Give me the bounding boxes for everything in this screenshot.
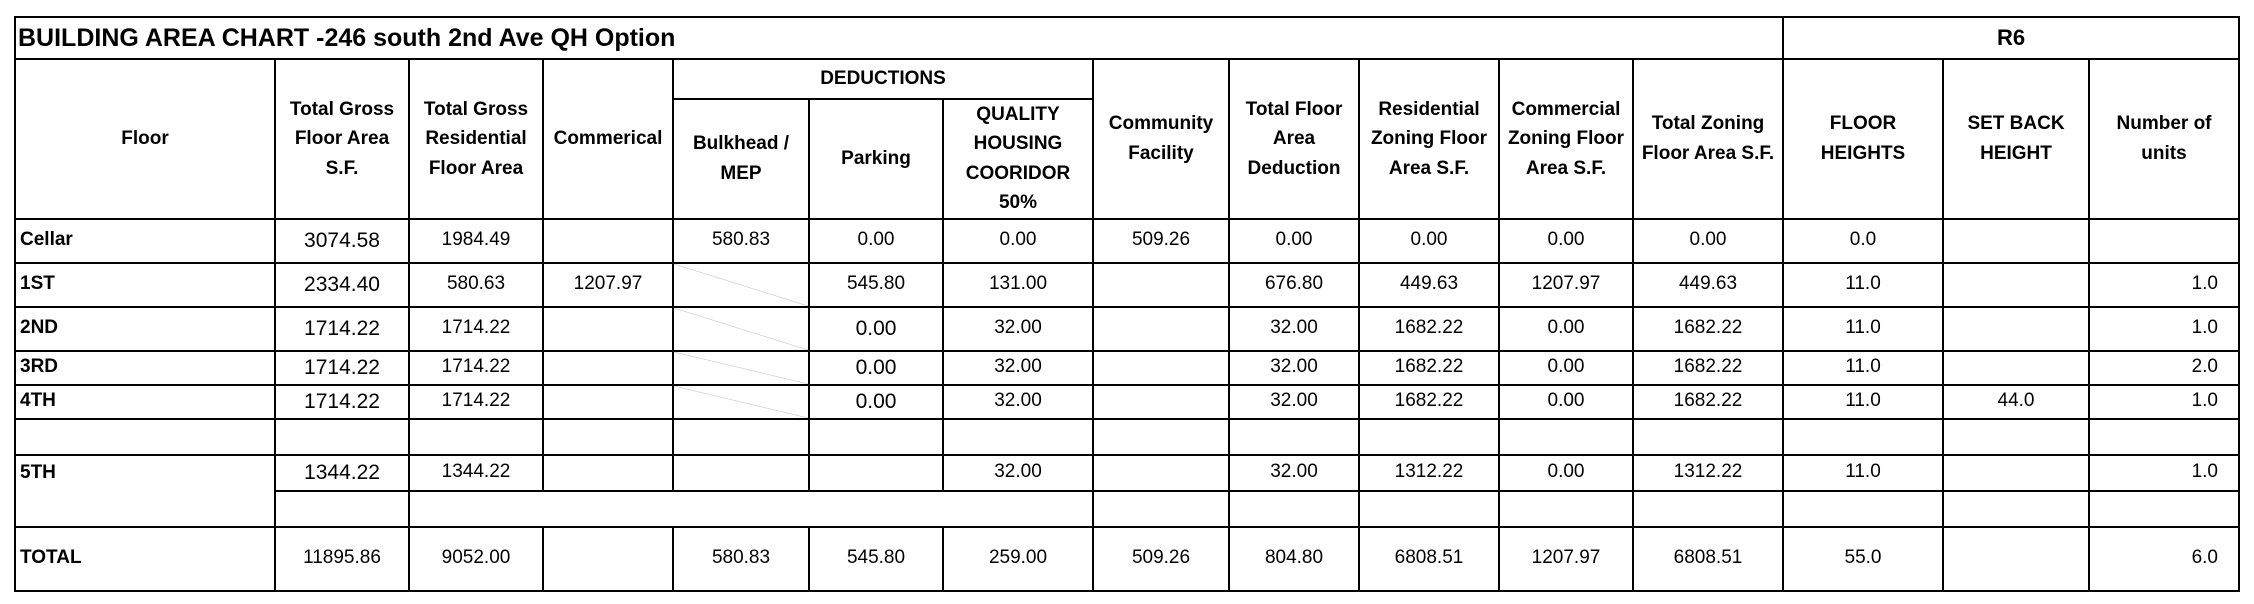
cell-residential: 1714.22 bbox=[409, 385, 543, 419]
cell-community bbox=[1093, 385, 1229, 419]
empty-cell bbox=[2089, 491, 2239, 527]
table-row bbox=[15, 455, 2239, 491]
cell-units: 1.0 bbox=[2089, 263, 2239, 307]
empty-cell bbox=[1229, 491, 1359, 527]
cell-community bbox=[1093, 455, 1229, 491]
cell-floor-height: 11.0 bbox=[1783, 263, 1943, 307]
cell-deduction: 32.00 bbox=[1229, 455, 1359, 491]
cell-commercial bbox=[543, 527, 673, 591]
header-quality-housing: QUALITY HOUSING COORIDOR 50% bbox=[943, 99, 1093, 219]
cell-bulkhead bbox=[673, 351, 809, 385]
cell-units: 1.0 bbox=[2089, 455, 2239, 491]
cell-total-zoning: 1682.22 bbox=[1633, 351, 1783, 385]
cell-com-zoning: 0.00 bbox=[1499, 307, 1633, 351]
cell-commercial bbox=[543, 351, 673, 385]
cell-bulkhead bbox=[673, 263, 809, 307]
chart-title: BUILDING AREA CHART -246 south 2nd Ave QH Option bbox=[15, 17, 1783, 59]
header-community-facility: Community Facility bbox=[1093, 59, 1229, 219]
cell-residential: 580.63 bbox=[409, 263, 543, 307]
empty-cell bbox=[1359, 419, 1499, 455]
cell-commercial: 1207.97 bbox=[543, 263, 673, 307]
cell-res-zoning: 1312.22 bbox=[1359, 455, 1499, 491]
cell-commercial bbox=[543, 307, 673, 351]
cell-gross: 11895.86 bbox=[275, 527, 409, 591]
header-commercial: Commerical bbox=[543, 59, 673, 219]
cell-quality-housing: 32.00 bbox=[943, 351, 1093, 385]
cell-total-zoning: 0.00 bbox=[1633, 219, 1783, 263]
cell-units: 1.0 bbox=[2089, 385, 2239, 419]
empty-cell bbox=[409, 491, 1093, 527]
spacer-row bbox=[15, 419, 2239, 455]
cell-bulkhead bbox=[673, 385, 809, 419]
cell-res-zoning: 6808.51 bbox=[1359, 527, 1499, 591]
cell-res-zoning: 1682.22 bbox=[1359, 385, 1499, 419]
empty-cell bbox=[1229, 419, 1359, 455]
cell-gross: 1344.22 bbox=[275, 455, 409, 491]
cell-quality-housing: 32.00 bbox=[943, 385, 1093, 419]
cell-setback bbox=[1943, 527, 2089, 591]
floor-label: 3RD bbox=[15, 351, 275, 385]
header-parking: Parking bbox=[809, 99, 943, 219]
empty-cell bbox=[1943, 491, 2089, 527]
cell-gross: 3074.58 bbox=[275, 219, 409, 263]
empty-cell bbox=[1359, 491, 1499, 527]
cell-bulkhead: 580.83 bbox=[673, 527, 809, 591]
empty-cell bbox=[543, 419, 673, 455]
cell-units: 2.0 bbox=[2089, 351, 2239, 385]
cell-units: 6.0 bbox=[2089, 527, 2239, 591]
cell-floor-height: 0.0 bbox=[1783, 219, 1943, 263]
header-total-zoning: Total Zoning Floor Area S.F. bbox=[1633, 59, 1783, 219]
cell-deduction: 804.80 bbox=[1229, 527, 1359, 591]
header-floor-heights: FLOOR HEIGHTS bbox=[1783, 59, 1943, 219]
cell-units bbox=[2089, 219, 2239, 263]
floor-label: 4TH bbox=[15, 385, 275, 419]
table-row bbox=[15, 351, 2239, 385]
cell-commercial bbox=[543, 455, 673, 491]
empty-cell bbox=[1943, 419, 2089, 455]
cell-res-zoning: 449.63 bbox=[1359, 263, 1499, 307]
cell-com-zoning: 0.00 bbox=[1499, 351, 1633, 385]
cell-residential: 1344.22 bbox=[409, 455, 543, 491]
cell-parking: 545.80 bbox=[809, 263, 943, 307]
header-commercial-zoning: Commercial Zoning Floor Area S.F. bbox=[1499, 59, 1633, 219]
empty-cell bbox=[1093, 491, 1229, 527]
cell-commercial bbox=[543, 385, 673, 419]
empty-cell bbox=[409, 419, 543, 455]
cell-floor-height: 11.0 bbox=[1783, 351, 1943, 385]
total-row bbox=[15, 527, 2239, 591]
cell-residential: 1714.22 bbox=[409, 307, 543, 351]
cell-res-zoning: 1682.22 bbox=[1359, 307, 1499, 351]
empty-cell bbox=[275, 491, 409, 527]
cell-floor-height: 55.0 bbox=[1783, 527, 1943, 591]
empty-cell bbox=[1633, 491, 1783, 527]
header-row-1 bbox=[15, 59, 2239, 99]
cell-parking: 0.00 bbox=[809, 351, 943, 385]
cell-setback bbox=[1943, 263, 2089, 307]
table-row bbox=[15, 219, 2239, 263]
cell-community bbox=[1093, 263, 1229, 307]
cell-total-zoning: 1682.22 bbox=[1633, 307, 1783, 351]
floor-label: 1ST bbox=[15, 263, 275, 307]
empty-cell bbox=[1783, 491, 1943, 527]
empty-cell bbox=[943, 419, 1093, 455]
empty-cell bbox=[809, 419, 943, 455]
cell-residential: 9052.00 bbox=[409, 527, 543, 591]
cell-setback bbox=[1943, 219, 2089, 263]
cell-deduction: 32.00 bbox=[1229, 307, 1359, 351]
empty-cell bbox=[1499, 491, 1633, 527]
cell-parking bbox=[809, 455, 943, 491]
title-row bbox=[15, 17, 2239, 59]
cell-community: 509.26 bbox=[1093, 219, 1229, 263]
cell-gross: 1714.22 bbox=[275, 385, 409, 419]
header-total-gross: Total Gross Floor Area S.F. bbox=[275, 59, 409, 219]
cell-floor-height: 11.0 bbox=[1783, 307, 1943, 351]
empty-cell bbox=[1633, 419, 1783, 455]
cell-parking: 0.00 bbox=[809, 307, 943, 351]
cell-bulkhead bbox=[673, 307, 809, 351]
cell-com-zoning: 0.00 bbox=[1499, 455, 1633, 491]
cell-deduction: 32.00 bbox=[1229, 351, 1359, 385]
cell-community bbox=[1093, 307, 1229, 351]
cell-quality-housing: 0.00 bbox=[943, 219, 1093, 263]
cell-deduction: 32.00 bbox=[1229, 385, 1359, 419]
cell-parking: 0.00 bbox=[809, 219, 943, 263]
cell-quality-housing: 32.00 bbox=[943, 455, 1093, 491]
building-area-chart-table bbox=[14, 16, 2240, 592]
empty-cell bbox=[15, 419, 275, 455]
cell-res-zoning: 1682.22 bbox=[1359, 351, 1499, 385]
cell-parking: 545.80 bbox=[809, 527, 943, 591]
cell-deduction: 676.80 bbox=[1229, 263, 1359, 307]
cell-quality-housing: 32.00 bbox=[943, 307, 1093, 351]
cell-parking: 0.00 bbox=[809, 385, 943, 419]
cell-residential: 1714.22 bbox=[409, 351, 543, 385]
header-deductions: DEDUCTIONS bbox=[673, 59, 1093, 99]
cell-setback bbox=[1943, 307, 2089, 351]
header-bulkhead: Bulkhead / MEP bbox=[673, 99, 809, 219]
cell-setback bbox=[1943, 455, 2089, 491]
floor-label: 5TH bbox=[15, 455, 275, 527]
cell-com-zoning: 0.00 bbox=[1499, 385, 1633, 419]
cell-gross: 2334.40 bbox=[275, 263, 409, 307]
empty-cell bbox=[1783, 419, 1943, 455]
cell-community bbox=[1093, 351, 1229, 385]
header-residential-zoning: Residential Zoning Floor Area S.F. bbox=[1359, 59, 1499, 219]
cell-units: 1.0 bbox=[2089, 307, 2239, 351]
header-setback-height: SET BACK HEIGHT bbox=[1943, 59, 2089, 219]
cell-community: 509.26 bbox=[1093, 527, 1229, 591]
cell-setback bbox=[1943, 351, 2089, 385]
cell-com-zoning: 0.00 bbox=[1499, 219, 1633, 263]
empty-cell bbox=[2089, 419, 2239, 455]
empty-cell bbox=[673, 419, 809, 455]
cell-commercial bbox=[543, 219, 673, 263]
cell-quality-housing: 259.00 bbox=[943, 527, 1093, 591]
cell-com-zoning: 1207.97 bbox=[1499, 263, 1633, 307]
cell-floor-height: 11.0 bbox=[1783, 455, 1943, 491]
table-row bbox=[15, 263, 2239, 307]
cell-gross: 1714.22 bbox=[275, 307, 409, 351]
floor-label: 2ND bbox=[15, 307, 275, 351]
total-label: TOTAL bbox=[15, 527, 275, 591]
header-total-gross-residential: Total Gross Residential Floor Area bbox=[409, 59, 543, 219]
cell-quality-housing: 131.00 bbox=[943, 263, 1093, 307]
header-floor: Floor bbox=[15, 59, 275, 219]
cell-setback: 44.0 bbox=[1943, 385, 2089, 419]
empty-cell bbox=[1499, 419, 1633, 455]
header-number-of-units: Number of units bbox=[2089, 59, 2239, 219]
cell-bulkhead bbox=[673, 455, 809, 491]
cell-total-zoning: 1312.22 bbox=[1633, 455, 1783, 491]
cell-res-zoning: 0.00 bbox=[1359, 219, 1499, 263]
cell-deduction: 0.00 bbox=[1229, 219, 1359, 263]
cell-total-zoning: 1682.22 bbox=[1633, 385, 1783, 419]
cell-bulkhead: 580.83 bbox=[673, 219, 809, 263]
cell-com-zoning: 1207.97 bbox=[1499, 527, 1633, 591]
zone-label: R6 bbox=[1783, 17, 2239, 59]
floor-label: Cellar bbox=[15, 219, 275, 263]
header-total-floor-deduction: Total Floor Area Deduction bbox=[1229, 59, 1359, 219]
cell-total-zoning: 449.63 bbox=[1633, 263, 1783, 307]
cell-gross: 1714.22 bbox=[275, 351, 409, 385]
cell-total-zoning: 6808.51 bbox=[1633, 527, 1783, 591]
cell-residential: 1984.49 bbox=[409, 219, 543, 263]
cell-floor-height: 11.0 bbox=[1783, 385, 1943, 419]
table-row bbox=[15, 307, 2239, 351]
empty-cell bbox=[1093, 419, 1229, 455]
table-row bbox=[15, 385, 2239, 419]
empty-cell bbox=[275, 419, 409, 455]
spacer-row bbox=[15, 491, 2239, 527]
